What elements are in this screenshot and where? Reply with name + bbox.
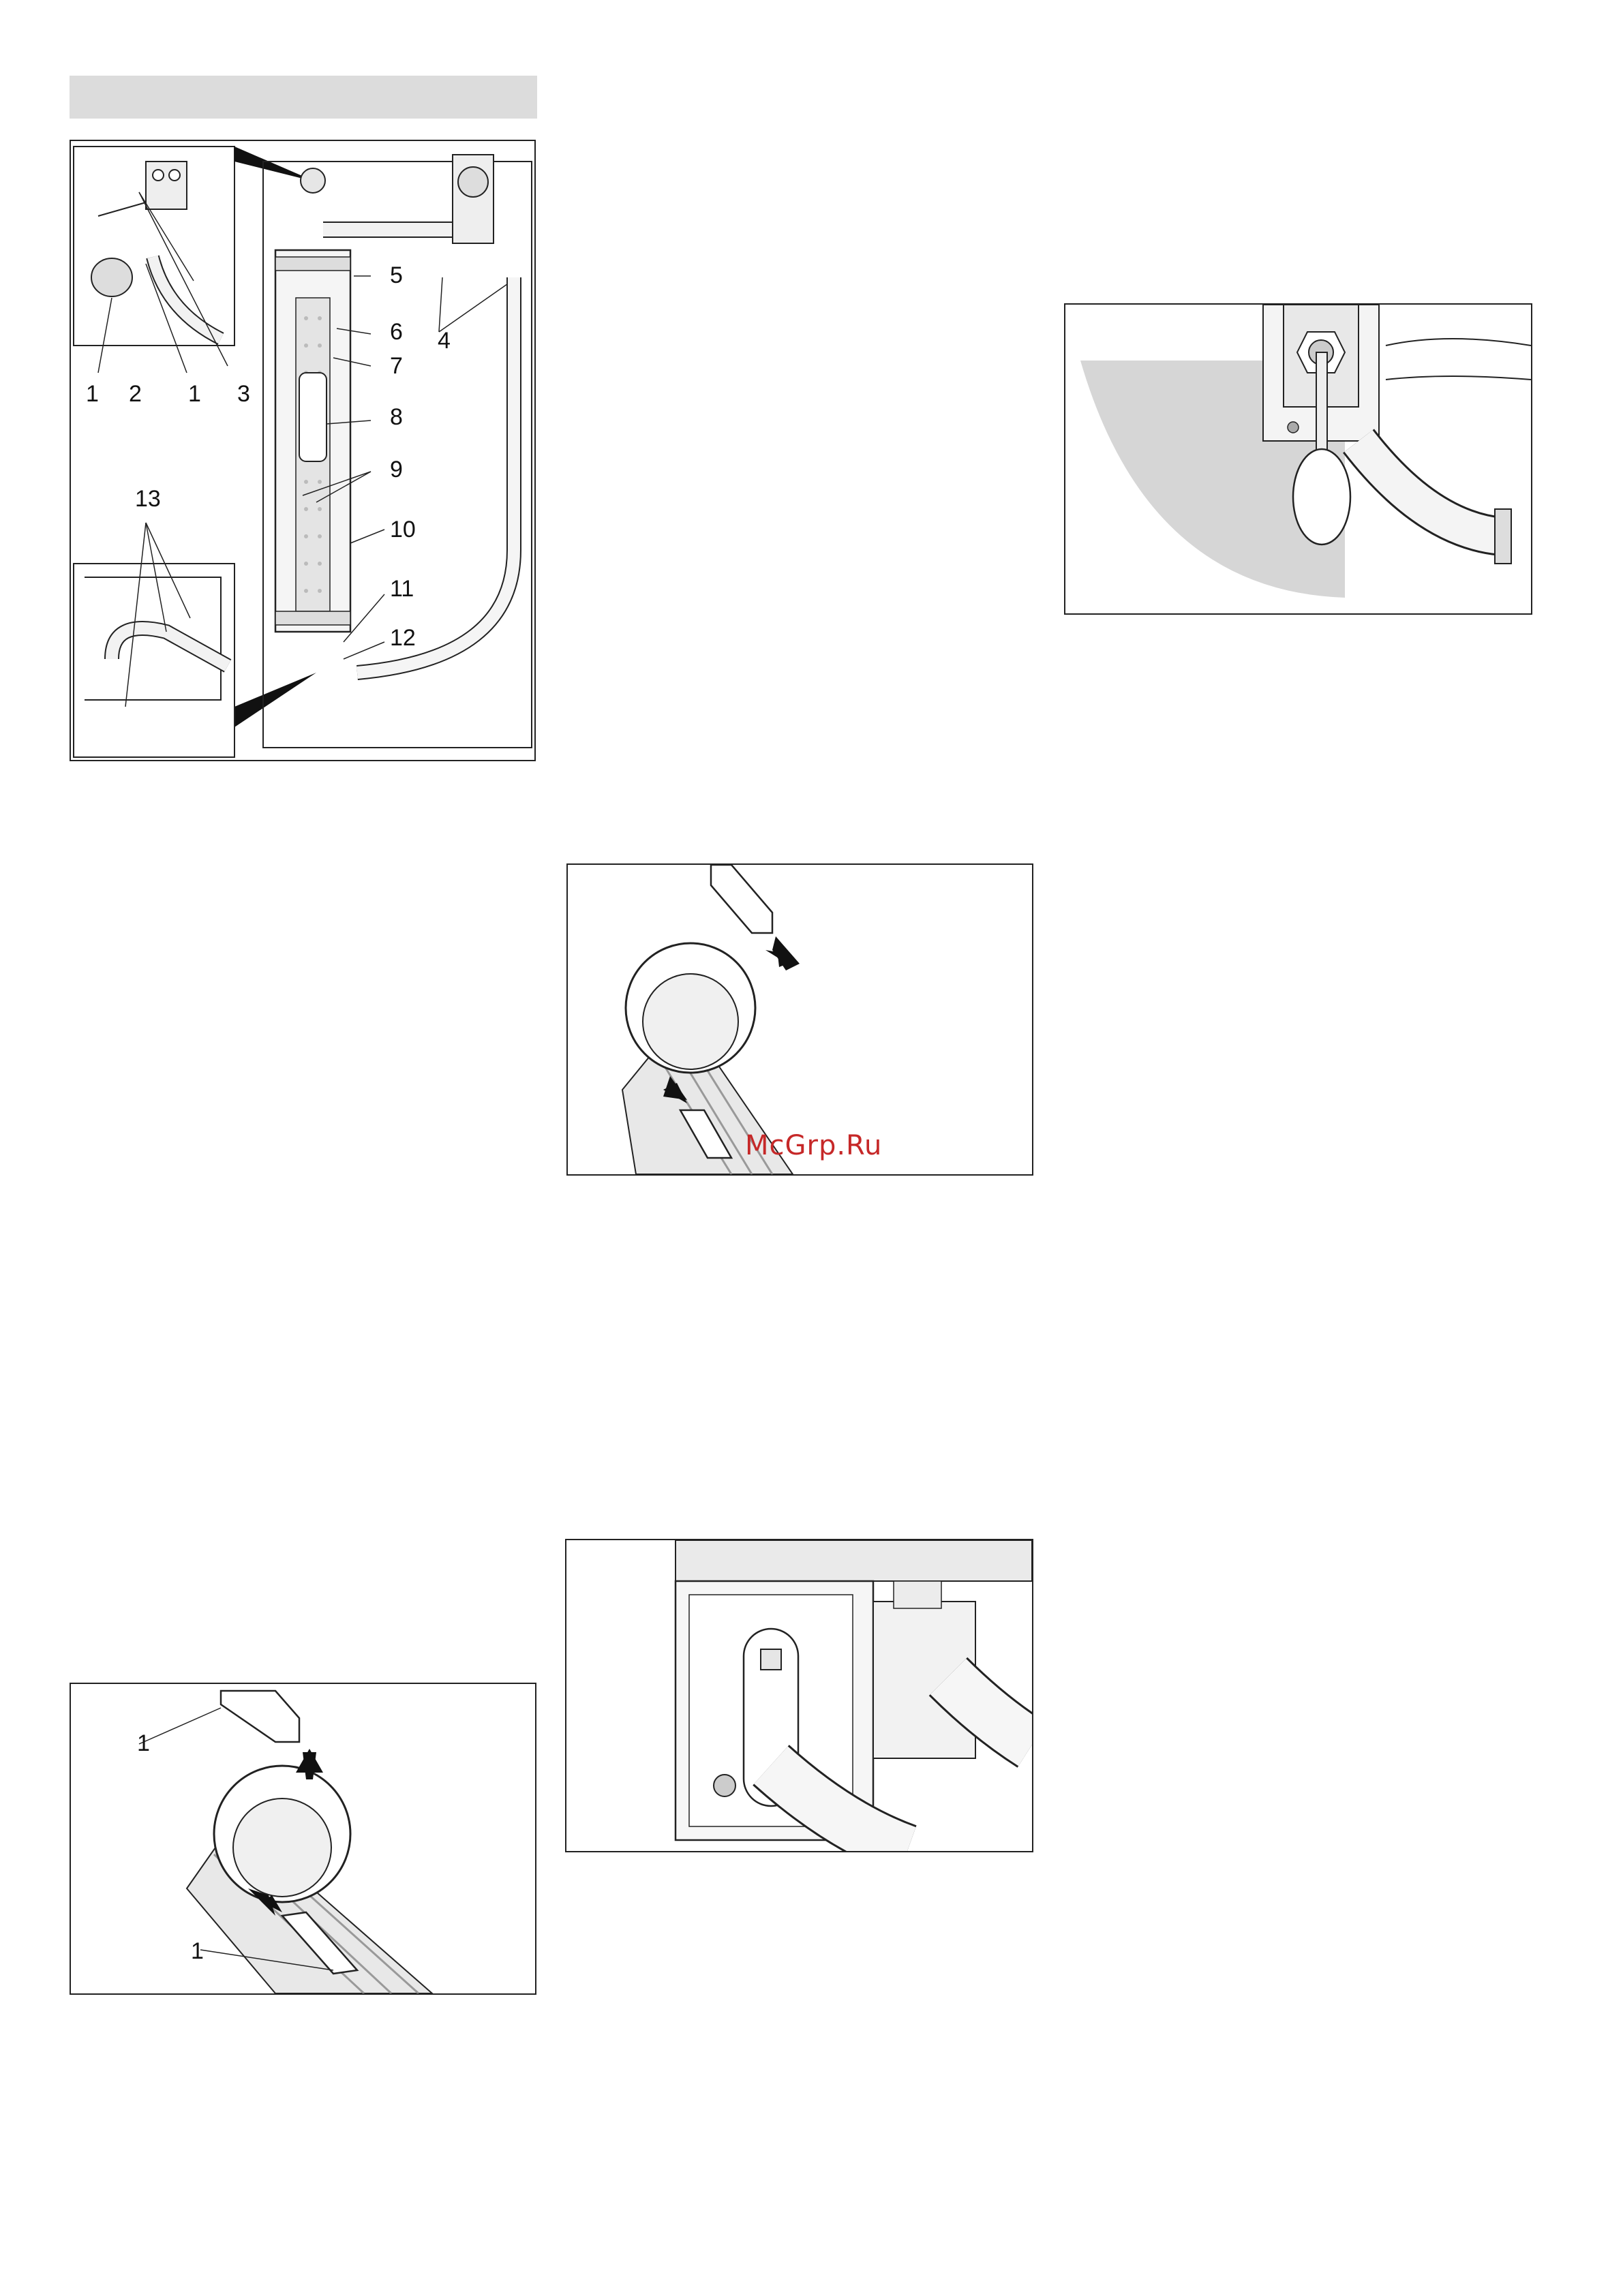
callout-clip-bottom: 1: [191, 1938, 204, 1964]
clip-insert-illustration: [568, 865, 1032, 1174]
figure-clip-remove: [70, 1683, 536, 1995]
watermark: McGrp.Ru: [745, 1130, 883, 1161]
callout-13: 13: [135, 486, 161, 512]
callout-9: 9: [390, 457, 403, 483]
callout-10: 10: [390, 517, 416, 542]
figure-filter-assembly: [70, 140, 536, 761]
valve-handle-illustration: [1065, 305, 1531, 613]
figure-valve-handle: [1064, 303, 1532, 615]
callout-3: 3: [237, 381, 250, 407]
callout-4: 4: [438, 328, 451, 354]
callout-clip-top: 1: [137, 1730, 150, 1756]
callout-1b: 1: [188, 381, 201, 407]
callout-11: 11: [390, 576, 414, 602]
section-header-bar: [70, 76, 537, 119]
valve-block-illustration: [566, 1540, 1032, 1851]
callout-2: 2: [129, 381, 142, 407]
callout-1a: 1: [86, 381, 99, 407]
callout-7: 7: [390, 353, 403, 379]
callout-5: 5: [390, 262, 403, 288]
figure-clip-insert: [566, 863, 1033, 1176]
callout-12: 12: [390, 625, 416, 651]
filter-assembly-illustration: [71, 141, 534, 760]
callout-6: 6: [390, 319, 403, 345]
figure-valve-block: [565, 1539, 1033, 1852]
callout-8: 8: [390, 404, 403, 430]
